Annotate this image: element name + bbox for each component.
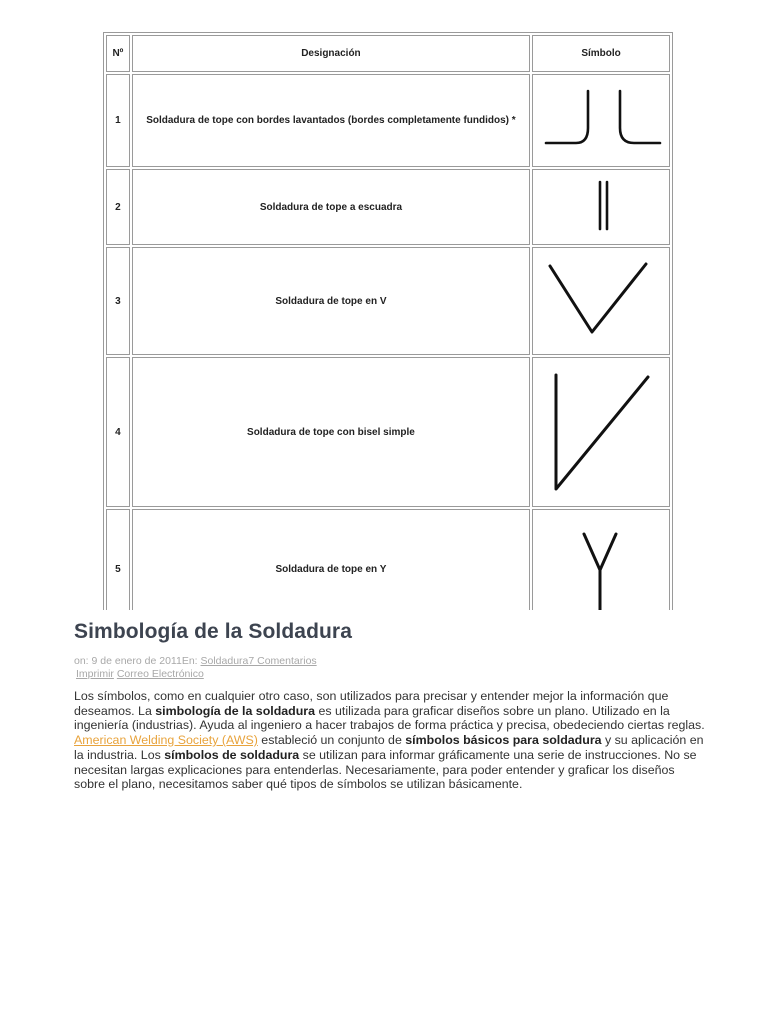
body-text: es utilizada para graficar diseños sobre un plano. Utilizado en la ingeniería (industrias). Ayuda al ingeniero a hacer trabajos de forma práctica y precisa, obedeciendo ciertas reglas. <box>74 703 705 733</box>
row-designation: Soldadura de tope con bordes lavantados (bordes completamente fundidos) * <box>132 74 530 167</box>
table-row <box>106 357 670 507</box>
article-body <box>74 689 706 792</box>
table-header-row <box>106 35 670 72</box>
body-bold: símbolos básicos para soldadura <box>405 733 602 748</box>
article-meta <box>74 655 317 681</box>
row-number: 2 <box>106 169 130 245</box>
square-butt-weld-icon <box>532 169 670 245</box>
y-butt-weld-icon <box>532 509 670 610</box>
body-text: Los símbolos, como en cualquier otro caso, son utilizados para precisar y entender mejor la información que deseamos. La <box>74 689 669 718</box>
weld-symbols-table-image <box>103 32 673 610</box>
row-designation: Soldadura de tope en V <box>132 247 530 355</box>
header-designation: Designación <box>132 35 530 72</box>
article-title: Simbología de la Soldadura <box>74 620 352 643</box>
row-number: 4 <box>106 357 130 507</box>
post-date: on: 9 de enero de 2011En: <box>74 655 201 667</box>
header-symbol: Símbolo <box>532 35 670 72</box>
weld-symbols-table <box>103 32 673 610</box>
body-bold: símbolos de soldadura <box>164 747 300 762</box>
category-link[interactable]: Soldadura <box>200 655 249 667</box>
share-actions <box>74 668 317 681</box>
single-bevel-weld-icon <box>532 357 670 507</box>
row-number: 1 <box>106 74 130 167</box>
table-row <box>106 169 670 245</box>
comments-link[interactable]: 7 Comentarios <box>248 655 317 667</box>
v-butt-weld-icon <box>532 247 670 355</box>
table-row <box>106 247 670 355</box>
raised-edge-weld-icon <box>532 74 670 167</box>
aws-link[interactable]: American Welding Society (AWS) <box>74 733 258 748</box>
row-designation: Soldadura de tope a escuadra <box>132 169 530 245</box>
header-number: Nº <box>106 35 130 72</box>
row-number: 5 <box>106 509 130 610</box>
body-text: se utilizan para informar gráficamente una serie de instrucciones. No se necesitan largas explicaciones para entenderlas. Necesariamente, para poder entender y graficar los diseños sobre el plano, necesitamos saber qué tipos de símbolos se utilizan básicamente. <box>74 747 697 792</box>
row-designation: Soldadura de tope en Y <box>132 509 530 610</box>
table-row <box>106 509 670 610</box>
email-link[interactable]: Correo Electrónico <box>116 668 204 680</box>
print-link[interactable]: Imprimir <box>76 668 114 680</box>
body-text: y su aplicación en la industria. Los <box>74 733 704 762</box>
row-designation: Soldadura de tope con bisel simple <box>132 357 530 507</box>
body-bold: simbología de la soldadura <box>155 703 316 718</box>
table-row <box>106 74 670 167</box>
body-text: estableció un conjunto de <box>257 733 406 748</box>
row-number: 3 <box>106 247 130 355</box>
